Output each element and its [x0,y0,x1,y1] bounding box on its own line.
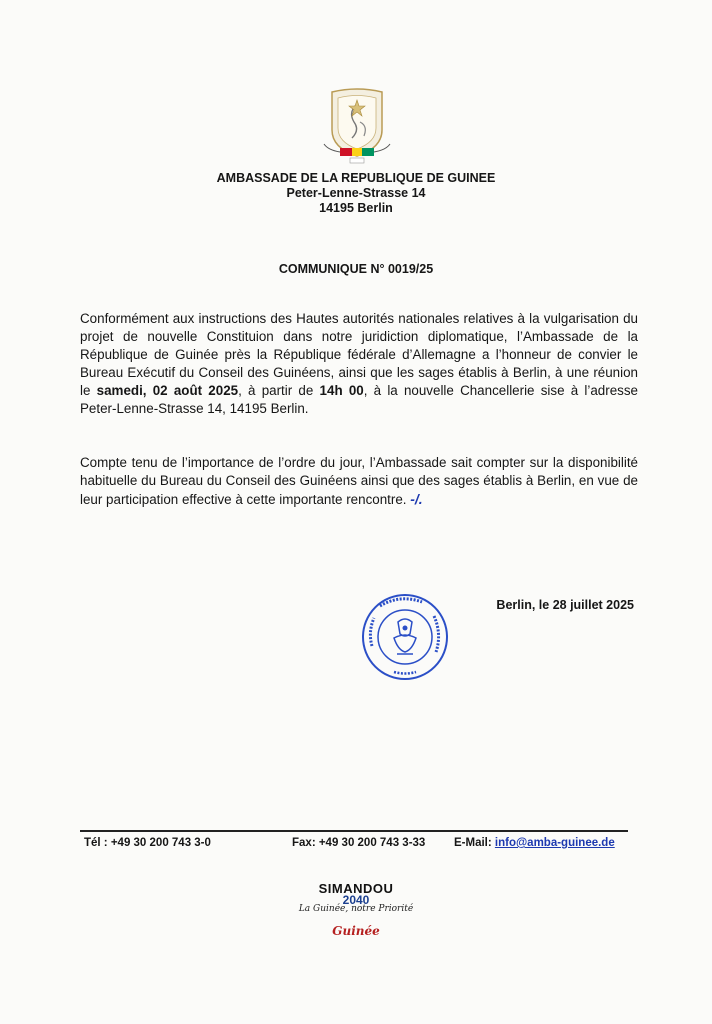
meeting-time: 14h 00 [319,383,364,398]
simandou-year: 2040 [342,893,370,907]
embassy-street: Peter-Lenne-Strasse 14 [286,186,426,200]
embassy-city: 14195 Berlin [319,201,393,215]
footer-fax: Fax: +49 30 200 743 3-33 [292,837,426,849]
paragraph-2 [80,454,638,509]
footer-phone: Tél : +49 30 200 743 3-0 [84,837,211,849]
footer-email-label: E-Mail: [454,837,495,849]
paragraph-1-text-a: Conformément aux instructions des Hautes autorités nationales relatives à la vulgarisation du projet de nouvelle Constituion dans notre juridiction diplomatique, l’Ambassade de la République de Guinée près la République fédérale d’Allemagne a l’honneur de convier le Bureau Exécutif du Conseil des Guinéens, ainsi que les sages établis à Berlin, à une réunion le [80,311,638,398]
simandou-slogan: La Guinée, notre Priorité [298,904,414,914]
meeting-date: samedi, 02 août 2025 [96,383,239,398]
closing-mark: -/. [410,491,423,507]
paragraph-1-text-b: , à partir de [238,383,320,398]
guinea-coat-of-arms-icon [318,86,396,166]
paragraph-1 [80,310,638,418]
date-line: Berlin, le 28 juillet 2025 [496,598,634,612]
guinee-logo: Guinée [332,924,380,938]
paragraph-1-text-c: , à la nouvelle Chancellerie sise à l’adresse Peter-Lenne-Strasse 14, 14195 Berlin. [80,383,638,416]
paragraph-2-text: Compte tenu de l’importance de l’ordre du jour, l’Ambassade sait compter sur la disponibilité habituelle du Bureau du Conseil des Guinéens ainsi que des sages établis à Berlin, en vue de leur participation effective à cette importante rencontre. [80,455,638,507]
simandou-title: SIMANDOU [318,881,394,896]
communique-title: COMMUNIQUE N° 0019/25 [278,262,434,276]
footer-divider [80,830,628,832]
embassy-name: AMBASSADE DE LA REPUBLIQUE DE GUINEE [216,171,496,185]
footer-email-link[interactable]: info@amba-guinee.de [494,837,615,849]
footer-email [454,837,615,849]
embassy-stamp-icon [360,592,450,682]
